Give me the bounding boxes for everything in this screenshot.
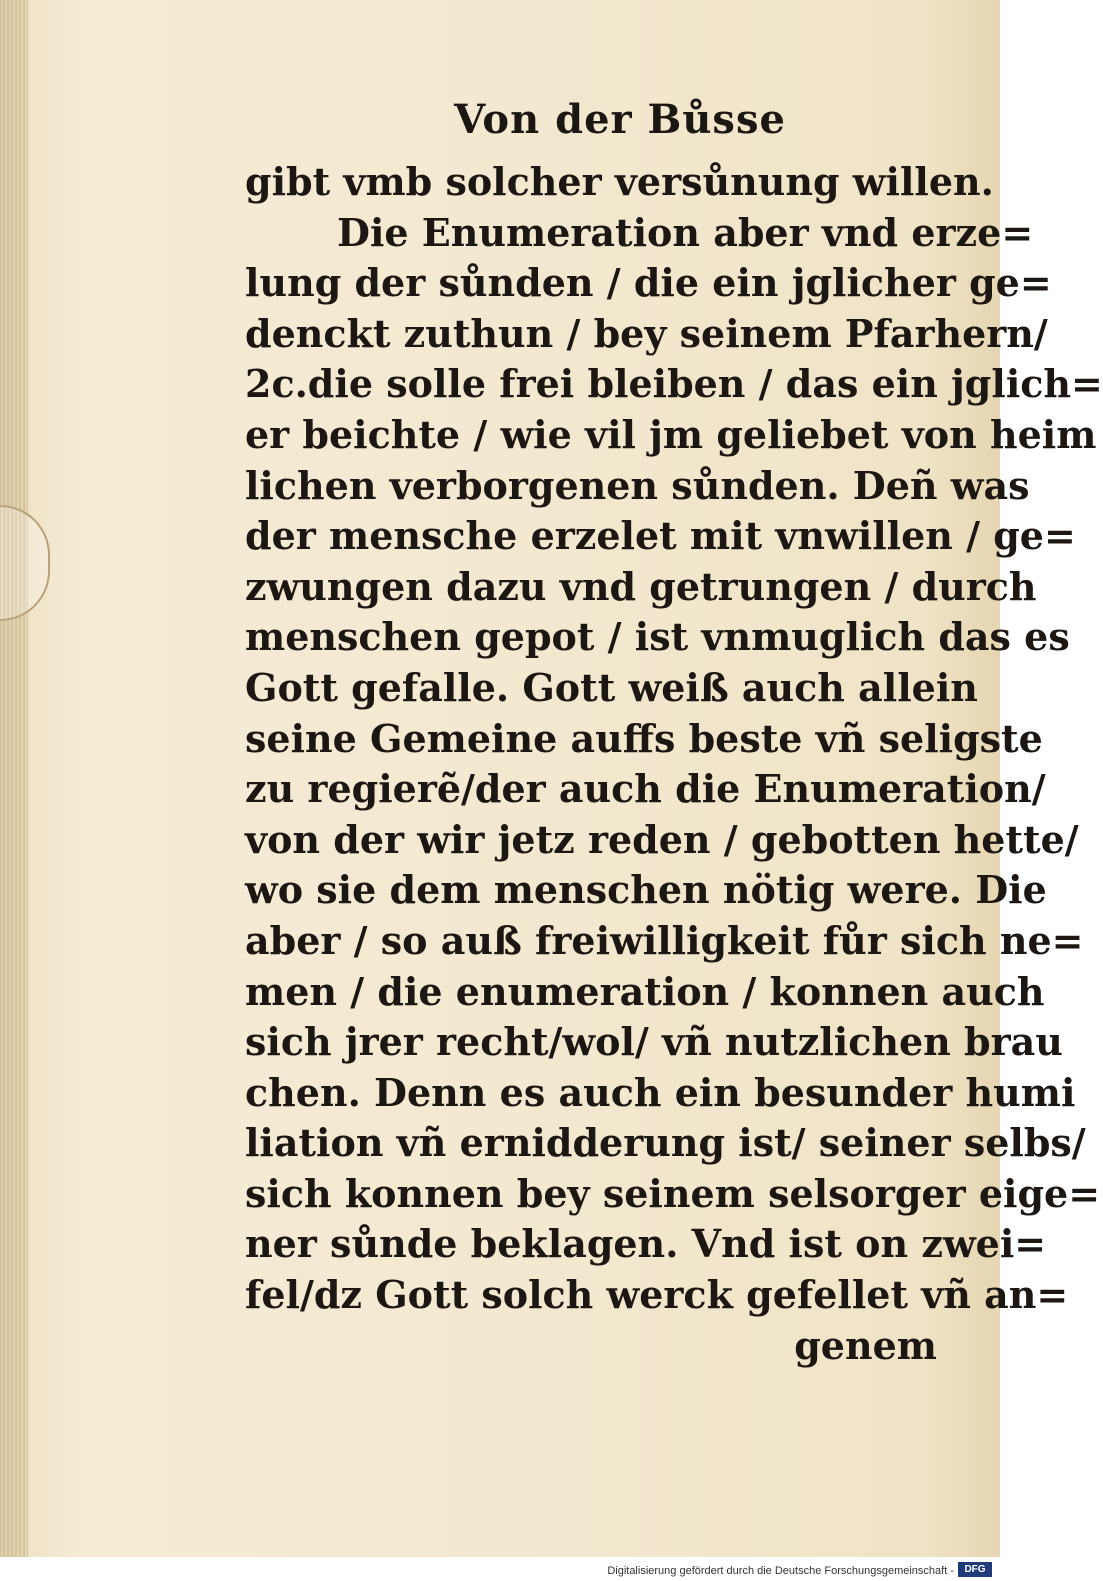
text-line: Die Enumeration aber vnd erze= (337, 209, 1034, 255)
text-line: er beichte / wie vil jm geliebet von heim (245, 411, 1097, 457)
text-line: zwungen dazu vnd getrungen / durch (245, 563, 1037, 609)
text-line: liation vñ ernidderung ist/ seiner selbs/ (245, 1120, 1086, 1166)
text-line: gibt vmb solcher versůnung willen. (245, 159, 994, 204)
text-line: wo sie dem menschen nötig were. Die (245, 867, 1047, 913)
text-line: menschen gepot / ist vnmuglich das es (245, 614, 1070, 660)
funding-credit: Digitalisierung gefördert durch die Deutsche Forschungsgemeinschaft - (607, 1565, 954, 1577)
text-line: sich konnen bey seinem selsorger eige= (245, 1170, 1101, 1216)
text-line: ner sůnde beklagen. Vnd ist on zwei= (245, 1221, 1047, 1267)
text-line: lung der sůnden / die ein jglicher ge= (245, 260, 1052, 306)
text-line: sich jrer recht/wol/ vñ nutzlichen brau (245, 1019, 1063, 1065)
text-line: aber / so auß freiwilligkeit fůr sich ne= (245, 917, 1084, 963)
running-head: Von der Bůsse (454, 96, 786, 143)
dfg-logo: DFG (958, 1562, 992, 1577)
page-fore-edge (0, 0, 28, 1581)
text-line: von der wir jetz reden / gebotten hette/ (245, 816, 1079, 862)
text-line: seine Gemeine auffs beste vñ seligste (245, 715, 1043, 761)
text-line: Gott gefalle. Gott weiß auch allein (245, 664, 978, 710)
text-line: denckt zuthun / bey seinem Pfarhern/ (245, 310, 1048, 356)
text-line: lichen verborgenen sůnden. Deñ was (245, 462, 1030, 508)
footer-bar (0, 1557, 1000, 1581)
text-line: der mensche erzelet mit vnwillen / ge= (245, 513, 1076, 559)
page-text-block (245, 95, 1103, 1371)
text-line: zu regierẽ/der auch die Enumeration/ (245, 766, 1046, 812)
catchword: genem (794, 1322, 937, 1368)
text-line: 2c.die solle frei bleiben / das ein jglich= (245, 361, 1103, 407)
text-line: fel/dz Gott solch werck gefellet vñ an= (245, 1272, 1069, 1318)
text-line: men / die enumeration / konnen auch (245, 968, 1045, 1014)
text-line: chen. Denn es auch ein besunder humi (245, 1069, 1076, 1115)
